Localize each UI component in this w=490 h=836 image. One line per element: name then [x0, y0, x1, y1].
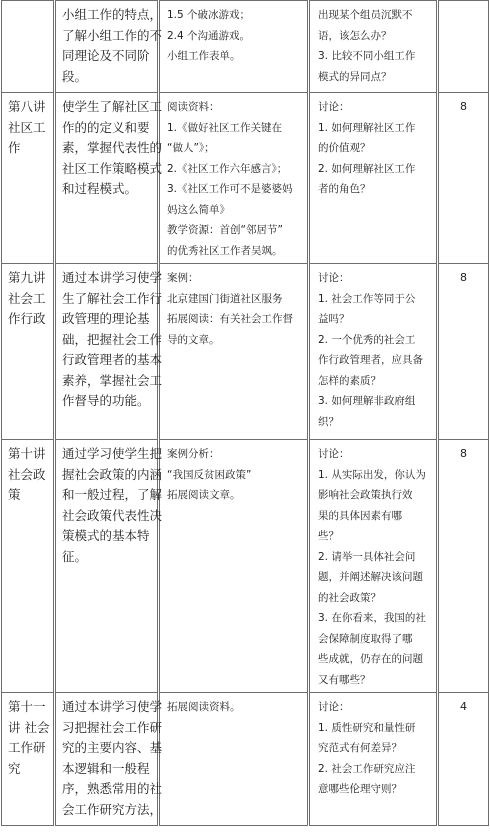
lecture-line: 作 — [8, 140, 21, 155]
objectives-cell — [55, 93, 163, 264]
materials-line: 2.《社区工作六年感言》； — [167, 162, 288, 175]
hours-value — [439, 1, 488, 5]
table-row — [2, 93, 489, 264]
discussion-line: 2. 如何理解社区工作 — [318, 162, 416, 175]
discussion-line: 1. 社会工作等同于公 — [318, 292, 416, 305]
hours-cell — [438, 93, 489, 264]
objectives-line: 础，把握社会工作 — [62, 331, 163, 347]
discussion-line: 怎样的素质？ — [318, 374, 381, 387]
discussion-line: 的社会政策？ — [318, 591, 381, 604]
objectives-cell — [55, 693, 163, 826]
discussion-line: 1. 从实际出发，你认为 — [318, 468, 426, 481]
materials-line: 阅读资料： — [167, 101, 220, 113]
syllabus-body — [2, 1, 489, 826]
table-row — [2, 264, 489, 440]
discussion-line: 讨论： — [318, 701, 350, 713]
discussion-cell — [309, 1, 438, 93]
discussion-line: 讨论： — [318, 272, 350, 284]
objectives-line: 行政管理者的基本 — [62, 352, 163, 367]
discussion-line: 的价值观？ — [318, 142, 371, 154]
discussion-line: 3. 在你看来，我国的社 — [318, 612, 426, 624]
discussion-line: 出现某个组员沉默不 — [318, 9, 413, 21]
discussion-line: 1. 如何理解社区工作 — [318, 121, 416, 134]
discussion-line: 究范式有何差异？ — [318, 742, 402, 754]
objectives-cell — [55, 264, 163, 440]
lecture-cell — [2, 1, 55, 93]
discussion-line: 讨论： — [318, 101, 350, 113]
discussion-line: 织？ — [318, 415, 339, 428]
discussion-cell — [309, 440, 438, 693]
lecture-line: 社会工 — [8, 290, 46, 306]
discussion-line: 者的角色？ — [318, 183, 371, 195]
discussion-line: 影响社会政策执行效 — [318, 489, 413, 501]
objectives-line: 小组工作的特点， — [62, 7, 163, 22]
objectives-line: 生了解社会工作行 — [62, 290, 163, 306]
discussion-line: 2. 请举一具体社会问 — [318, 550, 416, 563]
materials-cell — [159, 1, 309, 93]
materials-line: 北京建国门街道社区服务 — [167, 292, 283, 305]
discussion-line: 语，该怎么办？ — [318, 29, 392, 42]
objectives-cell — [55, 440, 163, 693]
syllabus-table — [1, 0, 489, 826]
discussion-cell — [309, 264, 438, 440]
objectives-line: 同理论及不同阶 — [62, 48, 150, 63]
hours-value: 8 — [460, 100, 467, 113]
discussion-line: 1. 质性研究和量性研 — [318, 721, 416, 734]
objectives-line: 握社会政策的内涵 — [62, 466, 163, 482]
lecture-line: 策 — [8, 487, 21, 502]
hours-cell — [438, 264, 489, 440]
discussion-line: 又有哪些？ — [318, 673, 371, 686]
objectives-line: 了解小组工作的不 — [62, 27, 163, 43]
materials-line: 1.5 个破冰游戏； — [167, 9, 251, 21]
objectives-line: 作督导的功能。 — [62, 393, 150, 408]
materials-line: 妈这么简单》 — [167, 203, 230, 216]
discussion-line: 模式的异同点？ — [318, 70, 392, 83]
lecture-line: 究 — [8, 760, 21, 776]
hours-value: 4 — [460, 700, 467, 713]
materials-cell — [159, 693, 309, 826]
objectives-line: 通过本讲学习使学 — [62, 270, 163, 285]
discussion-cell — [309, 93, 438, 264]
materials-line: 拓展阅读文章。 — [167, 489, 241, 501]
objectives-line: 征。 — [62, 548, 88, 564]
discussion-line: 作行政管理者，应具备 — [318, 354, 423, 366]
hours-value: 8 — [460, 447, 467, 460]
objectives-line: 作的的定义和要 — [62, 119, 150, 135]
objectives-line: 究的主要内容、基 — [62, 740, 163, 755]
lecture-cell — [2, 693, 55, 826]
discussion-line: 题，并阐述解决该问题 — [318, 571, 423, 583]
discussion-line: 些成就，仍存在的问题 — [318, 653, 423, 665]
lecture-line: 工作研 — [8, 740, 46, 755]
materials-line: 案例分析： — [167, 448, 220, 460]
lecture-cell — [2, 264, 55, 440]
materials-cell — [159, 264, 309, 440]
materials-line: 小组工作表单。 — [167, 50, 241, 62]
table-row — [2, 440, 489, 693]
materials-line: 2.4 个沟通游戏。 — [167, 29, 251, 42]
objectives-line: 本逻辑和一般程 — [62, 760, 150, 776]
objectives-line: 习把握社会工作研 — [62, 719, 163, 735]
lecture-line: 讲 社会 — [8, 719, 50, 735]
objectives-line: 政管理的理论基 — [62, 311, 150, 326]
materials-cell — [159, 440, 309, 693]
lecture-cell — [2, 440, 55, 693]
materials-line: 1.《做好社区工作关键在 — [167, 121, 283, 134]
discussion-line: 会保障制度取得了哪 — [318, 632, 413, 645]
lecture-line: 第九讲 — [8, 270, 46, 285]
objectives-line: 策模式的基本特 — [62, 528, 150, 543]
lecture-line: 社区工 — [8, 119, 46, 135]
lecture-line: 第十讲 — [8, 446, 46, 461]
objectives-line: 素，掌握代表性的 — [62, 140, 163, 155]
objectives-line: 社区工作策略模式 — [62, 160, 163, 176]
lecture-line: 第十一 — [8, 699, 46, 714]
objectives-line: 会工作研究方法， — [62, 801, 163, 817]
hours-cell — [438, 440, 489, 693]
materials-line: 教学资源：首创“邻居节” — [167, 224, 283, 236]
lecture-line: 社会政 — [8, 466, 46, 482]
discussion-line: 果的具体因素有哪 — [318, 509, 402, 522]
table-row — [2, 1, 489, 93]
lecture-line: 作行政 — [8, 311, 46, 326]
hours-value: 8 — [460, 271, 467, 284]
objectives-line: 段。 — [62, 68, 88, 84]
materials-line: 拓展阅读资料。 — [167, 701, 241, 713]
hours-cell — [438, 693, 489, 826]
lecture-line: 第八讲 — [8, 99, 46, 114]
discussion-line: 讨论： — [318, 448, 350, 460]
materials-line: 3.《社区工作可不是婆婆妈 — [167, 183, 293, 195]
discussion-line: 3. 如何理解非政府组 — [318, 395, 416, 407]
discussion-cell — [309, 693, 438, 826]
discussion-line: 2. 社会工作研究应注 — [318, 762, 416, 775]
materials-line: 拓展阅读：有关社会工作督 — [167, 313, 293, 325]
materials-line: “我国反贫困政策” — [167, 468, 252, 481]
objectives-cell — [55, 1, 163, 93]
lecture-cell — [2, 93, 55, 264]
objectives-line: 通过学习使学生把 — [62, 446, 163, 461]
objectives-line: 通过本讲学习使学 — [62, 699, 163, 714]
discussion-line: 些？ — [318, 530, 339, 542]
discussion-line: 3. 比较不同小组工作 — [318, 50, 416, 62]
discussion-line: 益吗？ — [318, 313, 350, 325]
table-row — [2, 693, 489, 826]
objectives-line: 和过程模式。 — [62, 181, 138, 196]
materials-line: “做人”》； — [167, 142, 215, 154]
hours-cell — [438, 1, 489, 93]
discussion-line: 意哪些伦理守则？ — [318, 783, 402, 795]
objectives-line: 序，熟悉常用的社 — [62, 781, 163, 796]
objectives-line: 素养，掌握社会工 — [62, 372, 163, 388]
objectives-line: 使学生了解社区工 — [62, 99, 163, 114]
objectives-line: 社会政策代表性决 — [62, 507, 163, 523]
materials-cell — [159, 93, 309, 264]
materials-line: 导的文章。 — [167, 333, 220, 346]
discussion-line: 2. 一个优秀的社会工 — [318, 333, 416, 346]
materials-line: 的优秀社区工作者吴飒。 — [167, 244, 283, 257]
materials-line: 案例： — [167, 272, 199, 284]
objectives-line: 和一般过程，了解 — [62, 487, 163, 502]
